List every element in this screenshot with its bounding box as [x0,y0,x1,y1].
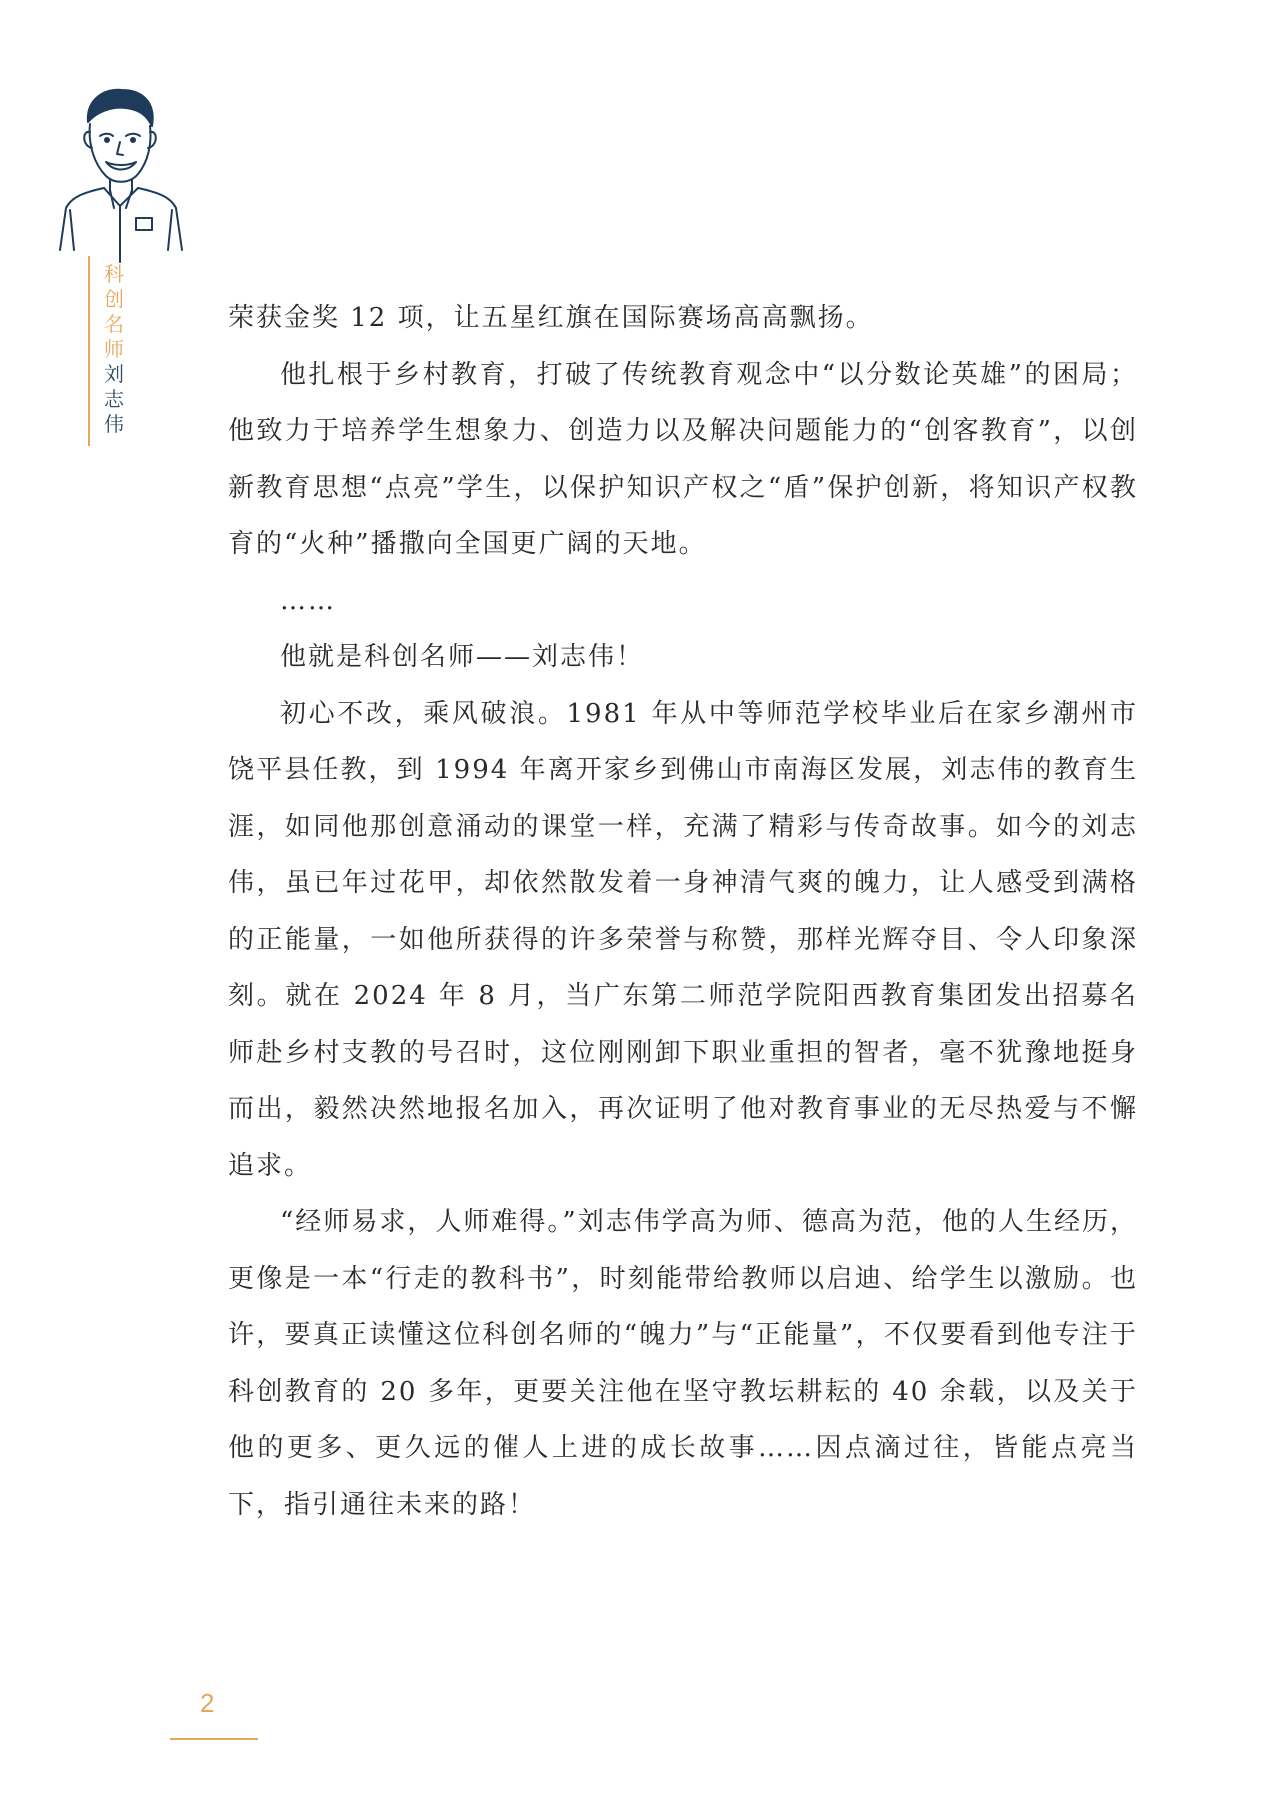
sidebar-title-char: 刘 [104,362,124,386]
sidebar-title-char: 创 [104,287,124,311]
body-paragraph: “经师易求，人师难得。”刘志伟学高为师、德高为范，他的人生经历，更像是一本“行走的教科书”，时刻能带给教师以启迪、给学生以激励。也许，要真正读懂这位科创名师的“魄力”与“正能量”，不仅要看到他专注于科创教育的 20 多年，更要关注他在坚守教坛耕耘的 40 余载，以及关于他的更多、更久远的催人上进的成长故事……因点滴过往，皆能点亮当下，指引通往未来的路！ [228,1207,1138,1520]
page-number-rule [170,1738,258,1740]
body-text [228,290,1138,1533]
sidebar-rule [88,256,90,446]
sidebar-title-char: 名 [104,312,124,336]
body-paragraph: 他就是科创名师——刘志伟！ [280,642,645,672]
page-number: 2 [200,1688,215,1718]
sidebar-title-char: 志 [104,387,124,411]
sidebar-title-char: 科 [104,262,124,286]
sidebar-running-title [100,262,128,437]
sidebar-title-char: 伟 [104,412,124,436]
body-paragraph: 他扎根于乡村教育，打破了传统教育观念中“以分数论英雄”的困局；他致力于培养学生想象力、创造力以及解决问题能力的“创客教育”，以创新教育思想“点亮”学生，以保护知识产权之“盾”保护创新，将知识产权教育的“火种”播撒向全国更广阔的天地。 [228,359,1138,559]
body-paragraph: 初心不改，乘风破浪。1981 年从中等师范学校毕业后在家乡潮州市饶平县任教，到 1994 年离开家乡到佛山市南海区发展，刘志伟的教育生涯，如同他那创意涌动的课堂一样，充满了精彩与传奇故事。如今的刘志伟，虽已年过花甲，却依然散发着一身神清气爽的魄力，让人感受到满格的正能量，一如他所获得的许多荣誉与称赞，那样光辉夺目、令人印象深刻。就在 2024 年 8 月，当广东第二师范学院阳西教育集团发出招募名师赴乡村支教的号召时，这位刚刚卸下职业重担的智者，毫不犹豫地挺身而出，毅然决然地报名加入，再次证明了他对教育事业的无尽热爱与不懈追求。 [228,698,1138,1181]
sidebar-title-char: 师 [104,337,124,361]
teacher-portrait-illustration [56,84,186,264]
body-paragraph: 荣获金奖 12 项，让五星红旗在国际赛场高高飘扬。 [228,303,874,333]
body-paragraph: …… [280,585,336,616]
